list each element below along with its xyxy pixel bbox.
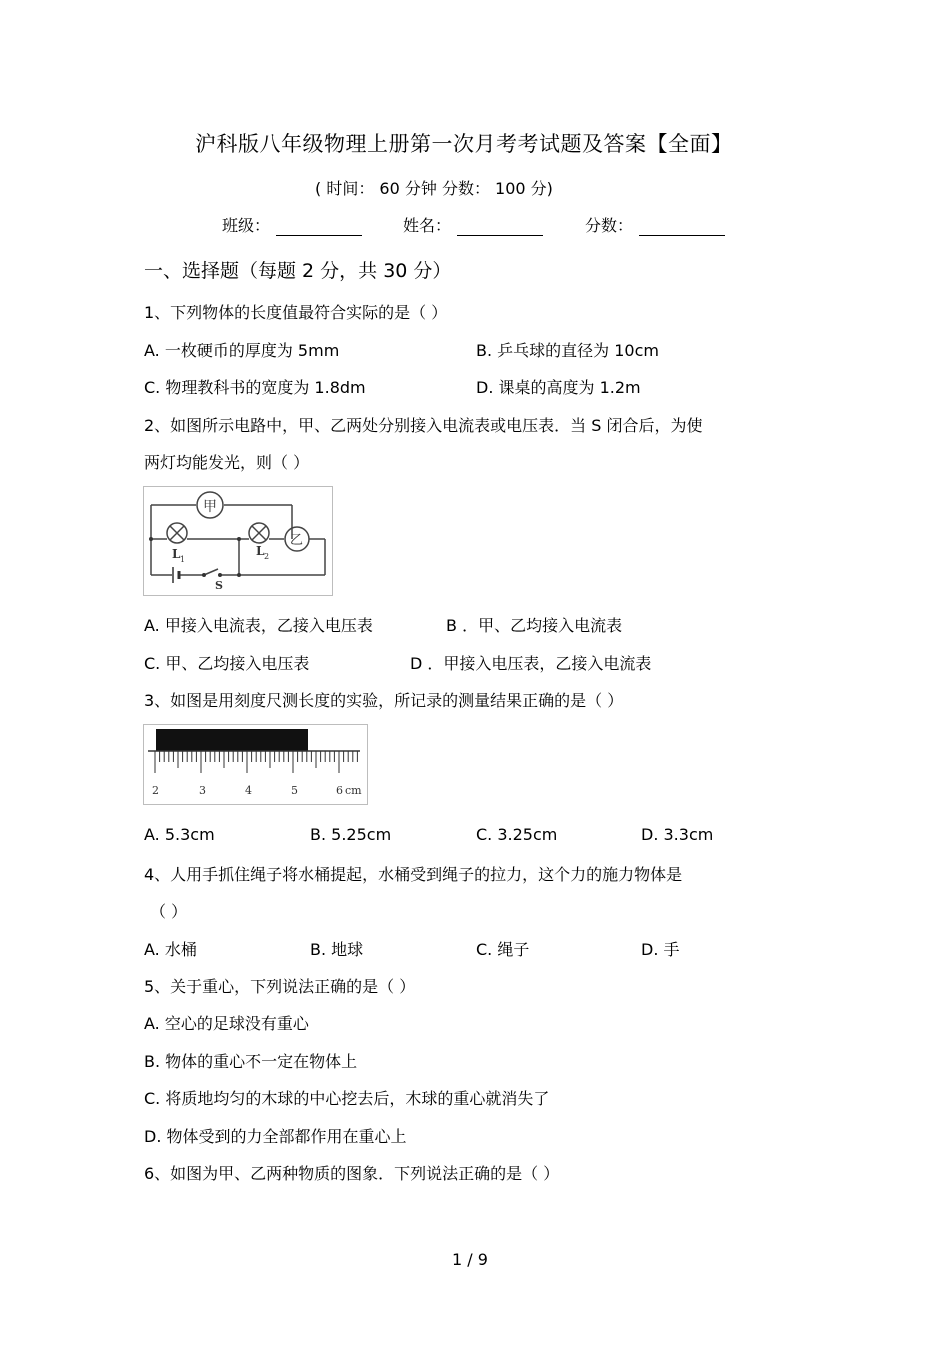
ruler-label-5: 5 <box>291 784 298 797</box>
score-blank <box>639 217 725 236</box>
q2-stem-line2: 两灯均能发光，则（ ） <box>144 453 310 472</box>
class-field <box>222 213 362 236</box>
q2-stem-line1: 2、如图所示电路中，甲、乙两处分别接入电流表或电压表．当 S 闭合后，为使 <box>144 416 703 435</box>
ruler-label-3: 3 <box>199 784 206 797</box>
section-heading: 一、选择题（每题 2 分，共 30 分） <box>144 260 452 282</box>
page-number: 1 / 9 <box>452 1250 488 1269</box>
q5-stem: 5、关于重心，下列说法正确的是（ ） <box>144 977 416 996</box>
q5-option-d: D. 物体受到的力全部都作用在重心上 <box>144 1127 407 1146</box>
q2-option-b: B ．甲、乙均接入电流表 <box>446 616 623 635</box>
ruler-unit: cm <box>345 784 362 797</box>
ruler-label-2: 2 <box>152 784 159 797</box>
q4-stem-line2: （ ） <box>150 902 188 921</box>
q5-option-b: B. 物体的重心不一定在物体上 <box>144 1052 358 1071</box>
lamp-l1-label: L <box>172 547 181 561</box>
q4-option-b: B. 地球 <box>310 940 364 959</box>
q2-option-c: C. 甲、乙均接入电压表 <box>144 654 310 673</box>
q1-option-c: C. 物理教科书的宽度为 1.8dm <box>144 378 366 397</box>
ruler-label-6: 6 <box>336 784 343 797</box>
q4-option-a: A. 水桶 <box>144 940 197 959</box>
q3-option-b: B. 5.25cm <box>310 825 392 844</box>
lamp-l2-label: L <box>256 544 265 558</box>
score-field <box>585 213 725 236</box>
score-label: 分数： <box>585 216 634 235</box>
q1-option-a: A. 一枚硬币的厚度为 5mm <box>144 341 340 360</box>
meter-yi-label: 乙 <box>290 533 304 548</box>
circuit-diagram <box>143 486 333 596</box>
lamp-l1-subscript: 1 <box>180 555 186 564</box>
q6-stem: 6、如图为甲、乙两种物质的图象．下列说法正确的是（ ） <box>144 1164 560 1183</box>
q3-stem: 3、如图是用刻度尺测长度的实验，所记录的测量结果正确的是（ ） <box>144 691 624 710</box>
name-label: 姓名： <box>403 216 452 235</box>
q1-stem: 1、下列物体的长度值最符合实际的是（ ） <box>144 303 448 322</box>
name-field <box>403 213 543 236</box>
ruler-label-4: 4 <box>245 784 252 797</box>
class-label: 班级： <box>222 216 271 235</box>
q3-option-d: D. 3.3cm <box>641 825 714 844</box>
q3-option-c: C. 3.25cm <box>476 825 558 844</box>
q4-stem-line1: 4、人用手抓住绳子将水桶提起，水桶受到绳子的拉力，这个力的施力物体是 <box>144 865 683 884</box>
time-score-info: ( 时间： 60 分钟 分数： 100 分) <box>315 179 553 198</box>
meter-jia-label: 甲 <box>203 499 217 515</box>
q5-option-c: C. 将质地均匀的木球的中心挖去后，木球的重心就消失了 <box>144 1089 550 1108</box>
switch-label: S <box>215 579 223 592</box>
q3-option-a: A. 5.3cm <box>144 825 215 844</box>
q1-option-d: D. 课桌的高度为 1.2m <box>476 378 641 397</box>
q4-option-c: C. 绳子 <box>476 940 530 959</box>
name-blank <box>457 217 543 236</box>
q5-option-a: A. 空心的足球没有重心 <box>144 1014 309 1033</box>
document-title: 沪科版八年级物理上册第一次月考考试题及答案【全面】 <box>195 132 733 156</box>
q1-option-b: B. 乒乓球的直径为 10cm <box>476 341 659 360</box>
q2-option-a: A. 甲接入电流表，乙接入电压表 <box>144 616 373 635</box>
q4-option-d: D. 手 <box>641 940 680 959</box>
q2-option-d: D ．甲接入电压表，乙接入电流表 <box>410 654 652 673</box>
lamp-l2-subscript: 2 <box>264 552 270 561</box>
ruler-figure <box>143 724 368 805</box>
class-blank <box>276 217 362 236</box>
